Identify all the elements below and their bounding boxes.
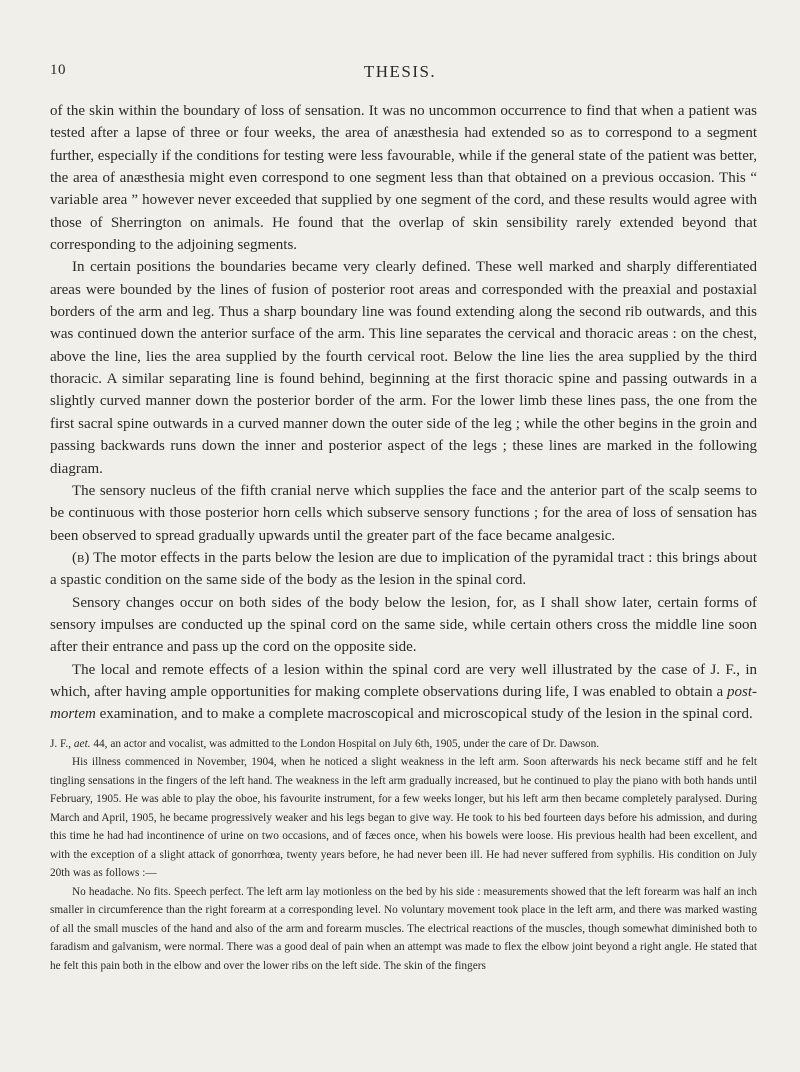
case-examination: No headache. No fits. Speech perfect. The left arm lay motionless on the bed by his side : measurements showed that the left forearm was half an inch smaller in circumference than the right forearm at a corresponding level. No voluntary movement took place in the left arm, and there was marked wasting of all the small muscles of the hand and also of the arm and forearm muscles. The electrical reactions of the muscles, though somewhat diminished both to faradism and galvanism, were normal. There was a good deal of pain when an attempt was made to flex the elbow joint beyond a right angle. He stated that he felt this pain both in the elbow and over the lower ribs on the left side. The skin of the fingers	[50, 885, 757, 972]
section-marker: (b)	[72, 549, 90, 566]
paragraph-boundaries: In certain positions the boundaries became very clearly defined. These well marked and sharply differentiated areas were bounded by the lines of fusion of posterior root areas and corresponded with the preaxial and postaxial borders of the arm and leg. Thus a sharp boundary line was found extending along the second rib outwards, and this was continued down the anterior surface of the arm. This line separates the cervical and thoracic areas : on the chest, above the line, lies the area supplied by the fourth cervical root. Below the line lies the area supplied by the third thoracic. A similar separating line is found behind, beginning at the first thoracic spine and passing outwards in a slightly curved manner down the posterior border of the arm. For the lower limb these lines pass, the one from the first sacral spine outwards in a curved manner down the outer side of the leg ; while the other begins in the groin and passing backwards runs down the inner and posterior aspect of the legs ; these lines are marked in the following diagram.	[50, 259, 757, 477]
paragraph-motor-effects	[50, 547, 757, 592]
post-mortem-term: post-mortem	[50, 683, 757, 723]
case-intro-end: 44, an actor and vocalist, was admitted to the London Hospital on July 6th, 1905, under the care of Dr. Dawson.	[90, 737, 600, 750]
case-text-start: The local and remote effects of a lesion within the spinal cord are very well illustrated by the case of J. F., in which, after having ample opportunities for making complete observations during life, I was enabled to obtain a	[50, 661, 757, 700]
case-text-end: examination, and to make a complete macroscopical and microscopical study of the lesion in the spinal cord.	[95, 706, 753, 723]
paragraph-sensory-changes: Sensory changes occur on both sides of the body below the lesion, for, as I shall show later, certain forms of sensory impulses are conducted up the spinal cord on the same side, while certain others cross the middle line soon after their entrance and pass up the cord on the opposite side.	[50, 594, 757, 656]
running-head: THESIS.	[363, 62, 437, 81]
main-text	[50, 100, 757, 726]
case-intro-start: J. F.,	[50, 737, 74, 750]
case-history: His illness commenced in November, 1904, when he noticed a slight weakness in the left arm. Soon afterwards his neck became stiff and he felt tingling sensations in the fingers of the left hand. The weakness in the left arm gradually increased, but he continued to play the piano with both hands until February, 1905. He was able to play the oboe, his favourite instrument, for a few weeks longer, but his left arm then became completely paralysed. During March and April, 1905, he became progressively weaker and his legs began to give way. He took to his bed fourteen days before his admission, and during this time he had had incontinence of urine on two occasions, and of fæces once, when his bowels were loose. His previous health had been excellent, and with the exception of a slight attack of gonorrhœa, twenty years before, he had never been ill. He had never suffered from syphilis. His condition on July 20th was as follows :—	[50, 756, 757, 880]
aet-abbrev: aet.	[73, 737, 91, 750]
case-notes	[50, 735, 757, 976]
page-header	[0, 62, 800, 82]
paragraph-case-study	[50, 659, 757, 726]
page-number: 10	[50, 62, 66, 78]
page-body	[50, 100, 757, 975]
case-intro	[50, 735, 757, 754]
paragraph-continuation: of the skin within the boundary of loss of sensation. It was no uncommon occurrence to find that when a patient was tested after a lapse of three or four weeks, the area of anæsthesia had extended so as to correspond to a segment further, especially if the conditions for testing were less favourable, while if the general state of the patient was better, the area of anæsthesia might even correspond to one segment less than that obtained on a previous occasion. This “ variable area ” however never exceeded that supplied by one segment of the cord, and these results would agree with those of Sherrington on animals. He found that the overlap of skin sensibility rarely extended beyond that corresponding to the adjoining segments.	[50, 103, 757, 254]
paragraph-fifth-nerve: The sensory nucleus of the fifth cranial nerve which supplies the face and the anterior part of the scalp seems to be continuous with those posterior horn cells which subserve sensory functions ; for the area of loss of sensation has been observed to spread gradually upwards until the greater part of the face became analgesic.	[50, 482, 757, 544]
section-b-text: The motor effects in the parts below the lesion are due to implication of the pyramidal tract : this brings about a spastic condition on the same side of the body as the lesion in the spinal cord.	[50, 549, 757, 589]
